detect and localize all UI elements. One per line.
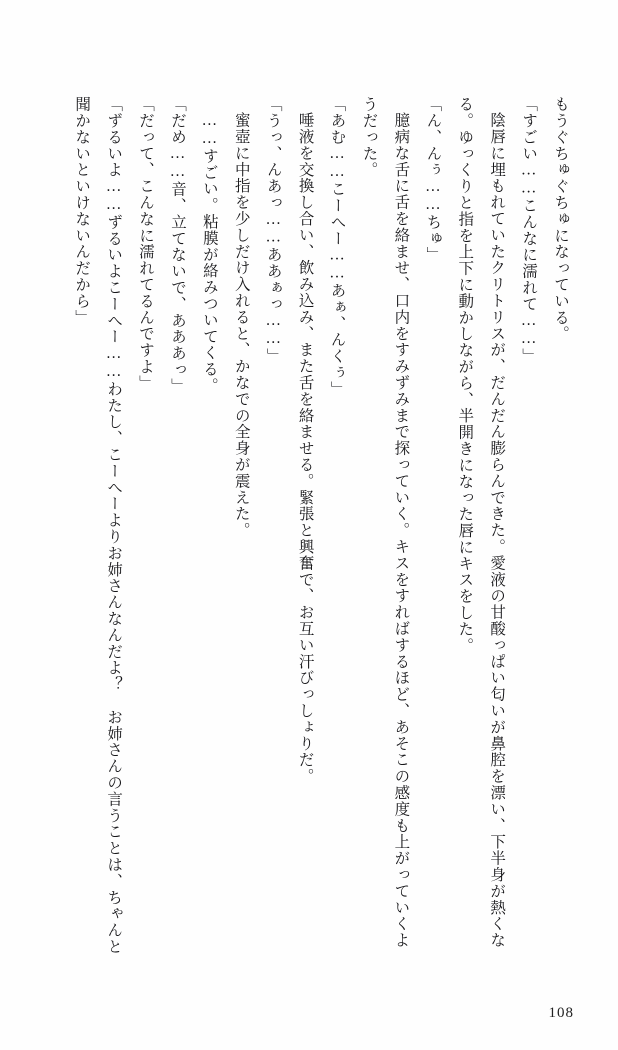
paragraph: 「だって、こんなに濡れてるんですよ」 [137, 96, 155, 392]
paragraph: 「ずるいよ……ずるいよこーへー……わたし、こーへーよりお姉さんなんだよ？ お姉さんの言うことは、ちゃんと聞かないといけないんだから」 [73, 96, 123, 955]
paragraph: 陰唇に埋もれていたクリトリスが、だんだん膨らんできた。愛液の甘酸っぱい匂いが鼻腔を漂い、下半身が熱くなる。ゆっくりと指を上下に動かしながら、半開きになった唇にキスをした。 [456, 96, 506, 948]
paragraph: 蜜壺に中指を少しだけ入れると、かなでの全身が震えた。 [232, 111, 250, 538]
page-number: 108 [548, 1005, 574, 1021]
paragraph: 臆病な舌に舌を絡ませ、口内をすみずみまで探っていく。キスをすればするほど、あそこの感度も上がっていくようだった。 [360, 96, 410, 948]
novel-text-body [46, 96, 576, 956]
paragraph: ……すごい。粘膜が絡みついてくる。 [200, 111, 218, 394]
paragraph: 「すごい……こんなに濡れて……」 [520, 96, 538, 365]
paragraph: 唾液を交換し合い、飲み込み、また舌を絡ませる。緊張と興奮で、お互い汗びっしょりだ。 [296, 111, 314, 784]
paragraph: もうぐちゅぐちゅになっている。 [552, 96, 569, 342]
paragraph: 「うっ、んあっ……ああぁっ……」 [264, 96, 282, 365]
paragraph: 「だめ……音、立てないで、あああっ」 [168, 96, 186, 395]
paragraph: 「あむ……こーへー……あぁ、んくぅ」 [328, 96, 346, 398]
paragraph: 「ん、んぅ……ちゅ」 [424, 96, 442, 263]
